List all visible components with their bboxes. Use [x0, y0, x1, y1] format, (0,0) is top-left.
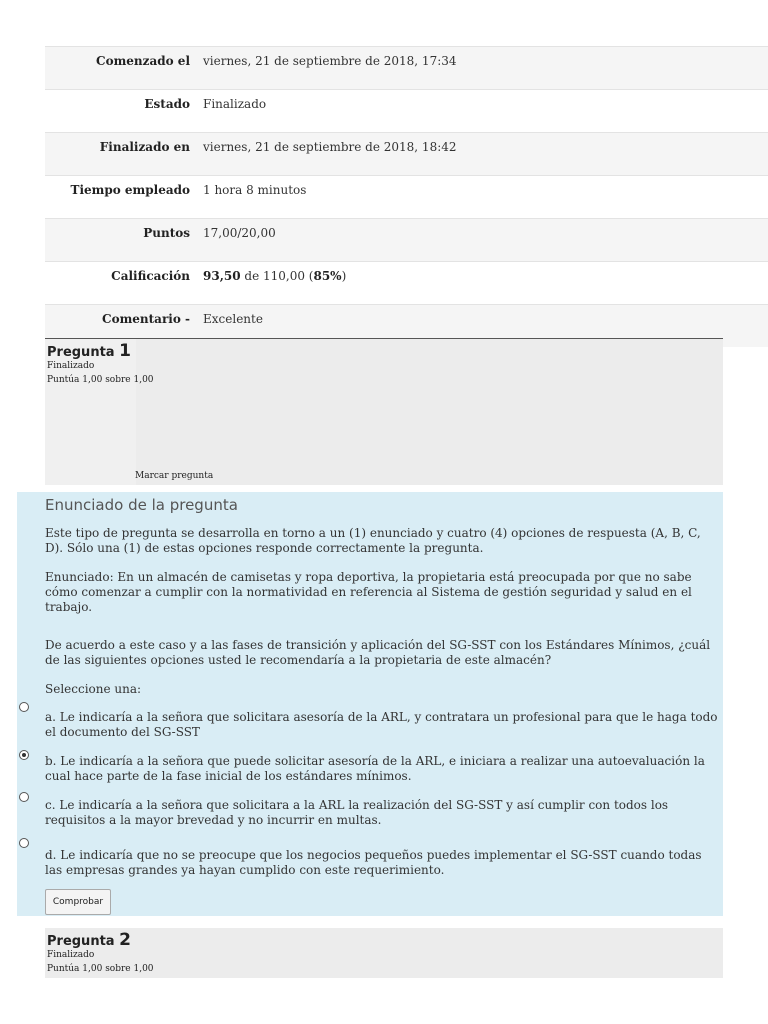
option-a-label[interactable]: a. Le indicaría a la señora que solicitara asesoría de la ARL, y contratara un profesional para que le haga todo el documento del SG-SST: [45, 710, 718, 739]
select-one-label: Seleccione una:: [45, 682, 142, 696]
summary-value: viernes, 21 de septiembre de 2018, 18:42: [203, 140, 457, 154]
question-prompt: De acuerdo a este caso y a las fases de transición y aplicación del SG-SST con los Estándares Mínimos, ¿cuál de las siguientes opciones usted le recomendaría a la propietaria de este almacén?: [45, 638, 711, 667]
grade-score: 93,50: [203, 269, 241, 283]
summary-value: 17,00/20,00: [203, 226, 276, 240]
question-title: [47, 341, 131, 361]
summary-value: [190, 262, 346, 304]
summary-label: Comenzado el: [96, 54, 190, 68]
summary-label: Tiempo empleado: [70, 183, 190, 197]
attempt-summary-table: [45, 46, 768, 347]
option-d-label[interactable]: d. Le indicaría que no se preocupe que los negocios pequeños puedes implementar el SG-SST cuando todas las empresas grandes ya hayan cumplido con este requerimiento.: [45, 848, 702, 877]
question-intro: Este tipo de pregunta se desarrolla en torno a un (1) enunciado y cuatro (4) opciones de respuesta (A, B, C, D). Sólo una (1) de estas opciones responde correctamente la pregunta.: [45, 526, 701, 555]
question-grade: Puntúa 1,00 sobre 1,00: [47, 375, 154, 385]
question-title: [47, 930, 131, 950]
summary-value: Finalizado: [203, 97, 267, 111]
summary-row-points: [45, 218, 768, 261]
option-a-radio[interactable]: [19, 702, 29, 712]
summary-label: Estado: [144, 97, 190, 111]
flag-question-link[interactable]: Marcar pregunta: [135, 471, 214, 481]
question-text-heading: Enunciado de la pregunta: [45, 496, 238, 514]
question-number: 2: [119, 930, 131, 950]
summary-value: 1 hora 8 minutos: [203, 183, 307, 197]
summary-value: viernes, 21 de septiembre de 2018, 17:34: [203, 54, 457, 68]
grade-close: ): [341, 269, 347, 283]
question-statement: Enunciado: En un almacén de camisetas y ropa deportiva, la propietaria está preocupada por que no sabe cómo comenzar a cumplir con la normatividad en referencia al Sistema de gestión seguridad y salud en el trabajo.: [45, 570, 692, 614]
grade-out-of: de 110,00 (: [240, 269, 314, 283]
option-b-radio[interactable]: [19, 750, 29, 760]
option-c-label[interactable]: c. Le indicaría a la señora que solicitara a la ARL la realización del SG-SST y así cumplir con todos los requisitos a la mayor brevedad y no incurrir en multas.: [45, 798, 669, 827]
summary-value: Excelente: [203, 312, 263, 326]
summary-row-finished: [45, 132, 768, 175]
question-1-formulation: [17, 492, 723, 916]
summary-label: Calificación: [111, 269, 190, 283]
summary-label: Comentario -: [102, 312, 190, 326]
option-c-radio[interactable]: [19, 792, 29, 802]
check-button[interactable]: Comprobar: [45, 889, 111, 915]
summary-label: Finalizado en: [99, 140, 190, 154]
summary-label: Puntos: [143, 226, 190, 240]
option-d-radio[interactable]: [19, 838, 29, 848]
summary-row-started: [45, 46, 768, 89]
summary-row-time-taken: [45, 175, 768, 218]
question-1-info: [45, 339, 723, 485]
question-grade: Puntúa 1,00 sobre 1,00: [47, 964, 154, 974]
question-state: Finalizado: [47, 361, 95, 371]
grade-percent: 85%: [313, 269, 342, 283]
summary-row-grade: [45, 261, 768, 304]
question-word: Pregunta: [47, 345, 115, 360]
question-state: Finalizado: [47, 950, 95, 960]
option-b-label[interactable]: b. Le indicaría a la señora que puede solicitar asesoría de la ARL, e iniciara a realizar una autoevaluación la cual hace parte de la fase inicial de los estándares mínimos.: [45, 754, 705, 783]
question-number: 1: [119, 341, 131, 361]
question-word: Pregunta: [47, 934, 115, 949]
question-2-info: [45, 928, 723, 978]
summary-row-state: [45, 89, 768, 132]
